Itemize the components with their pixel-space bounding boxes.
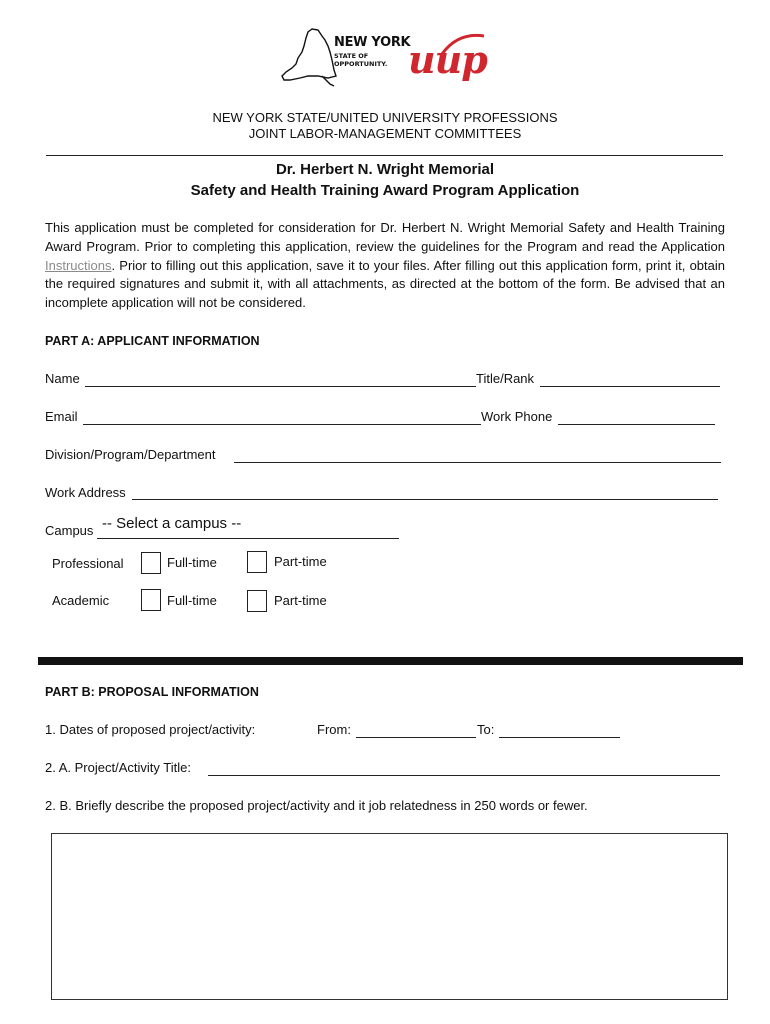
instructions-link[interactable]: Instructions (45, 257, 112, 273)
email-label: Email (45, 409, 78, 424)
professional-full-time-label: Full-time (167, 555, 217, 570)
academic-part-time-label: Part-time (274, 593, 327, 608)
division-label: Division/Program/Department (45, 447, 216, 462)
academic-full-time-label: Full-time (167, 593, 217, 608)
form-title-line1: Dr. Herbert N. Wright Memorial (275, 161, 495, 178)
work-address-field[interactable] (132, 499, 718, 500)
logo-opportunity: OPPORTUNITY. (334, 60, 388, 68)
uup-swoosh-icon (438, 30, 488, 60)
from-label: From: (317, 722, 351, 737)
to-date-field[interactable] (499, 737, 620, 738)
logo-state-of: STATE OF (334, 52, 369, 60)
email-field[interactable] (83, 424, 481, 425)
project-description-textarea[interactable] (51, 833, 728, 1000)
project-title-field[interactable] (208, 775, 720, 776)
org-name-line1: NEW YORK STATE/UNITED UNIVERSITY PROFESSIONS (212, 110, 558, 125)
part-a-heading: PART A: APPLICANT INFORMATION (45, 334, 260, 348)
title-rank-field[interactable] (540, 386, 720, 387)
work-phone-field[interactable] (558, 424, 715, 425)
campus-label: Campus (45, 523, 94, 538)
intro-text-part2: . Prior to filling out this application, save it to your files. After filling out this application form, print it, obtain the required signatures and submit it, with all attachments, as directed at the bottom of the form. Be advised that an incomplete application will not be considered. (45, 257, 725, 311)
professional-label: Professional (52, 556, 124, 571)
from-date-field[interactable] (356, 737, 476, 738)
header-logo (278, 26, 500, 98)
academic-full-time-checkbox[interactable] (141, 589, 161, 611)
header-rule (46, 155, 723, 156)
describe-label: 2. B. Briefly describe the proposed project/activity and it job relatedness in 250 words or fewer. (45, 798, 588, 813)
form-title-line2: Safety and Health Training Award Program Application (190, 182, 580, 199)
new-york-state-outline-icon (278, 26, 338, 88)
intro-text-part1: This application must be completed for consideration for Dr. Herbert N. Wright Memorial Safety and Health Training Award Program. Prior to completing this application, review the guidelines for the Program and read the Application (45, 220, 725, 254)
division-field[interactable] (234, 462, 721, 463)
professional-part-time-label: Part-time (274, 554, 327, 569)
to-label: To: (477, 722, 495, 737)
project-title-label: 2. A. Project/Activity Title: (45, 760, 191, 775)
dates-label: 1. Dates of proposed project/activity: (45, 722, 256, 737)
title-rank-label: Title/Rank (476, 371, 535, 386)
work-address-label: Work Address (45, 485, 126, 500)
name-field[interactable] (85, 386, 476, 387)
campus-select[interactable] (97, 513, 399, 539)
intro-paragraph (45, 219, 725, 313)
work-phone-label: Work Phone (481, 409, 553, 424)
campus-select-underline (97, 538, 399, 539)
part-b-heading: PART B: PROPOSAL INFORMATION (45, 685, 259, 699)
academic-label: Academic (52, 593, 110, 608)
name-label: Name (45, 371, 80, 386)
uup-logo: uup (408, 37, 487, 82)
section-divider (38, 657, 743, 665)
professional-part-time-checkbox[interactable] (247, 551, 267, 573)
academic-part-time-checkbox[interactable] (247, 590, 267, 612)
logo-state-name: NEW YORK (334, 35, 411, 50)
campus-select-value: -- Select a campus -- (102, 515, 242, 532)
professional-full-time-checkbox[interactable] (141, 552, 161, 574)
org-name-line2: JOINT LABOR-MANAGEMENT COMMITTEES (248, 126, 522, 141)
